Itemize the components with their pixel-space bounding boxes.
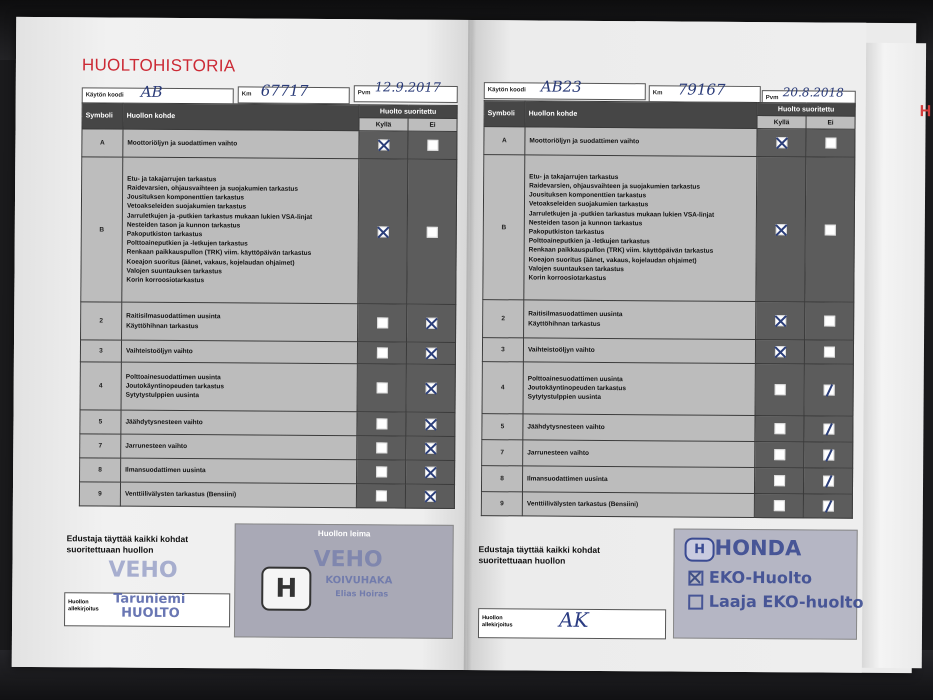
row-line: Nesteiden tason ja kunnon tarkastus <box>126 221 241 230</box>
right-km-value: 79167 <box>677 80 726 99</box>
checkbox-yes[interactable] <box>775 224 786 235</box>
row-line: Koeajon suoritus (äänet, vakaus, kojelaudan ohjaimet) <box>528 256 697 265</box>
checkbox-no[interactable] <box>823 424 834 435</box>
row-line: Polttoaineputkien ja -letkujen tarkastus <box>126 239 248 248</box>
col-symbol: Symboli <box>82 103 123 129</box>
row-no-cell <box>405 484 454 508</box>
left-table-header <box>82 103 457 119</box>
row-description <box>523 414 755 442</box>
table-row <box>80 340 455 365</box>
row-symbol: 2 <box>81 302 122 340</box>
row-symbol: 7 <box>482 440 523 466</box>
row-no-cell <box>406 364 455 412</box>
checkbox-no[interactable] <box>424 491 435 502</box>
checkbox-no[interactable] <box>823 450 834 461</box>
right-km-field[interactable] <box>649 80 761 103</box>
left-stamp-taruniemi: Taruniemi <box>113 591 186 608</box>
row-line: Raitisilmasuodattimen uusinta <box>126 312 221 321</box>
row-line: Ilmansuodattimen uusinta <box>125 466 206 475</box>
checkbox-yes[interactable] <box>774 384 785 395</box>
row-symbol: 3 <box>80 340 121 362</box>
right-date-label: Pvm <box>765 95 779 102</box>
row-symbol: 7 <box>80 434 121 458</box>
right-signature-box[interactable] <box>478 608 666 639</box>
right-code-value: AB23 <box>540 77 582 96</box>
row-no-cell <box>406 412 455 436</box>
checkbox-no[interactable] <box>427 140 438 151</box>
checkbox-yes[interactable] <box>377 226 388 237</box>
checkbox-no[interactable] <box>425 419 436 430</box>
row-line: Polttoainesuodattimen uusinta <box>527 375 623 383</box>
row-no-cell <box>804 364 853 416</box>
right-service-table <box>481 100 856 519</box>
right-stamp-eko: EKO-Huolto <box>688 568 812 588</box>
row-no-cell <box>803 494 852 518</box>
row-line: Joutokäyntinopeuden tarkastus <box>527 384 626 393</box>
row-line: Vaihteistoöljyn vaihto <box>125 347 193 355</box>
table-row <box>481 466 852 495</box>
row-symbol: 4 <box>80 362 121 410</box>
row-line: Pakoputkiston tarkastus <box>126 230 203 239</box>
right-note <box>478 544 600 567</box>
checkbox-no[interactable] <box>824 316 835 327</box>
row-yes-cell <box>755 340 804 364</box>
table-row <box>483 155 855 303</box>
table-row <box>481 492 852 519</box>
right-date-value: 20.8.2018 <box>782 85 844 100</box>
right-stamp-honda: HONDA <box>714 535 802 561</box>
row-symbol: 8 <box>80 458 121 482</box>
laaja-checkbox <box>688 595 703 610</box>
row-line: Käyttöhihnan tarkastus <box>126 322 199 330</box>
row-no-cell <box>407 159 457 304</box>
row-line: Jousituksen komponenttien tarkastus <box>529 191 647 200</box>
table-row <box>484 127 855 158</box>
row-symbol: 9 <box>481 492 522 516</box>
row-line: Jäähdytysnesteen vaihto <box>125 418 203 427</box>
row-description <box>122 302 358 342</box>
row-line: Moottoriöljyn ja suodattimen vaihto <box>127 139 238 148</box>
row-no-cell <box>805 157 855 302</box>
left-note-line-2: suoritettuaan huollon <box>66 544 154 555</box>
left-note <box>67 533 189 556</box>
row-line: Jarrunesteen vaihto <box>527 449 590 457</box>
right-code-label: Käytön koodi <box>487 87 526 94</box>
col-item: Huollon kohde <box>123 103 359 131</box>
table-row <box>482 362 853 417</box>
row-no-cell <box>804 340 853 364</box>
row-line: Renkaan paikkauspullon (TRK) viim. käyttöpäivän tarkastus <box>528 246 714 256</box>
right-stamp-area <box>673 528 864 639</box>
row-no-cell <box>408 131 457 159</box>
row-yes-cell <box>756 302 805 340</box>
checkbox-yes[interactable] <box>377 317 388 328</box>
left-stamp-area <box>234 523 454 639</box>
left-date-value: 12.9.2017 <box>374 80 442 96</box>
row-yes-cell <box>357 364 406 412</box>
row-symbol: 3 <box>482 338 523 362</box>
row-line: Jousituksen komponenttien tarkastus <box>126 193 245 202</box>
row-description <box>525 127 757 157</box>
col-no: Ei <box>806 116 855 129</box>
left-date-label: Pvm <box>357 90 371 97</box>
checkbox-yes[interactable] <box>376 442 387 453</box>
row-line: Raidevarsien, ohjausvaihteen ja suojakumien tarkastus <box>529 182 701 191</box>
row-symbol: 9 <box>79 482 120 506</box>
row-description <box>121 340 357 364</box>
left-code-value: AB <box>140 82 163 101</box>
checkbox-yes[interactable] <box>774 475 785 486</box>
row-line: Etu- ja takajarrujen tarkastus <box>127 175 217 184</box>
row-description <box>121 458 357 484</box>
row-no-cell <box>803 468 852 494</box>
col-no: Ei <box>408 118 457 131</box>
row-line: Jarruletkujen ja -putkien tarkastus mukaan lukien VSA-linjat <box>528 210 715 219</box>
row-yes-cell <box>754 468 803 494</box>
row-line: Joutokäyntinopeuden tarkastus <box>125 382 224 391</box>
right-table-header <box>484 101 855 117</box>
row-yes-cell <box>757 129 806 157</box>
row-symbol: A <box>484 127 525 155</box>
checkbox-no[interactable] <box>425 467 436 478</box>
checkbox-no[interactable] <box>823 385 834 396</box>
row-symbol: 5 <box>482 414 523 440</box>
row-line: Vetoakseleiden suojakumien tarkastus <box>126 203 247 211</box>
left-km-label: Km <box>241 91 252 98</box>
row-yes-cell <box>357 342 406 364</box>
row-description <box>524 300 756 340</box>
right-km-label: Km <box>652 90 663 97</box>
row-no-cell <box>804 416 853 442</box>
row-description <box>524 155 757 302</box>
checkbox-no[interactable] <box>824 224 835 235</box>
service-book <box>12 17 932 673</box>
row-line: Venttiilivälysten tarkastus (Bensiini) <box>124 490 237 499</box>
table-row <box>80 410 455 437</box>
checkbox-no[interactable] <box>425 443 436 454</box>
row-yes-cell <box>756 157 806 302</box>
left-stamp-veho-big: VEHO <box>108 557 178 584</box>
page-title: HUOLTOHISTORIA <box>81 55 236 76</box>
checkbox-no[interactable] <box>425 383 436 394</box>
row-line: Vetoakseleiden suojakumien tarkastus <box>528 200 649 209</box>
col-yes: Kyllä <box>359 118 408 131</box>
right-code-field[interactable] <box>484 77 646 100</box>
honda-logo-stamp: H <box>684 538 714 562</box>
row-line: Ilmansuodattimen uusinta <box>527 475 608 483</box>
row-yes-cell <box>356 484 405 508</box>
row-description <box>522 466 754 494</box>
row-line: Sytytystulppien uusinta <box>125 391 199 400</box>
row-yes-cell <box>359 131 408 159</box>
row-yes-cell <box>358 159 408 304</box>
left-stamp-title: Huollon leima <box>317 528 371 539</box>
table-row <box>82 129 457 160</box>
checkbox-yes[interactable] <box>774 346 785 357</box>
checkbox-yes[interactable] <box>776 137 787 148</box>
row-line: Korin korroosiotarkastus <box>126 276 205 285</box>
row-no-cell <box>406 460 455 484</box>
row-no-cell <box>806 129 855 157</box>
checkbox-no[interactable] <box>426 318 437 329</box>
table-row <box>81 302 456 343</box>
row-line: Vaihteistoöljyn vaihto <box>527 346 595 354</box>
col-done: Huolto suoritettu <box>757 103 855 117</box>
left-sig-label: Huollon allekirjoitus <box>68 599 99 613</box>
left-stamp-veho: VEHO <box>313 546 383 573</box>
row-line: Jarruletkujen ja -putkien tarkastus mukaan lukien VSA-linjat <box>126 212 313 221</box>
row-line: Korin korroosiotarkastus <box>528 274 607 283</box>
table-row <box>80 458 455 485</box>
row-yes-cell <box>357 460 406 484</box>
row-description <box>120 482 356 508</box>
row-yes-cell <box>754 494 803 518</box>
left-code-label: Käytön koodi <box>85 92 124 99</box>
row-line: Pakoputkiston tarkastus <box>528 228 605 236</box>
row-description <box>122 157 359 304</box>
left-service-table <box>79 102 458 509</box>
row-no-cell <box>804 442 853 468</box>
honda-logo: H <box>261 567 311 611</box>
checkbox-no[interactable] <box>823 476 834 487</box>
checkbox-yes[interactable] <box>376 347 387 358</box>
next-page-title: H <box>919 103 932 121</box>
row-line: Käyttöhihnan tarkastus <box>528 319 601 328</box>
checkbox-no[interactable] <box>823 347 834 358</box>
checkbox-yes[interactable] <box>775 315 786 326</box>
table-row <box>81 157 457 305</box>
row-line: Raitisilmasuodattimen uusinta <box>528 310 623 319</box>
checkbox-yes[interactable] <box>375 490 386 501</box>
row-line: Valojen suuntauksen tarkastus <box>528 265 624 273</box>
table-row <box>79 482 454 509</box>
col-yes: Kyllä <box>757 116 806 129</box>
row-symbol: B <box>81 157 123 302</box>
left-signature-box[interactable] <box>64 592 230 627</box>
table-row <box>482 338 853 365</box>
row-description <box>523 362 755 416</box>
left-stamp-person: Elias Hoiras <box>335 589 389 599</box>
table-row <box>483 300 854 341</box>
row-description <box>523 338 755 364</box>
checkbox-yes[interactable] <box>376 382 387 393</box>
col-symbol: Symboli <box>484 101 525 127</box>
row-symbol: B <box>483 155 525 300</box>
row-line: Jarrunesteen vaihto <box>125 442 188 450</box>
row-line: Polttoainesuodattimen uusinta <box>125 373 221 381</box>
row-line: Etu- ja takajarrujen tarkastus <box>529 173 619 181</box>
row-yes-cell <box>755 416 804 442</box>
table-row <box>482 440 853 469</box>
left-stamp-koivuhaka: KOIVUHAKA <box>325 575 393 587</box>
row-no-cell <box>406 342 455 364</box>
row-yes-cell <box>358 304 407 342</box>
checkbox-yes[interactable] <box>773 500 784 511</box>
left-stamp-huolto: HUOLTO <box>121 605 180 622</box>
left-date-field[interactable] <box>354 80 458 103</box>
row-no-cell <box>407 304 456 342</box>
row-line: Renkaan paikkauspullon (TRK) viim. käyttöpäivän tarkastus <box>126 249 312 258</box>
checkbox-no[interactable] <box>425 348 436 359</box>
right-sig-label: Huollon allekirjoitus <box>482 615 513 629</box>
right-note-line-2: suoritettuaan huollon <box>478 555 566 566</box>
row-line: Valojen suuntauksen tarkastus <box>126 267 222 276</box>
row-yes-cell <box>357 412 406 436</box>
eko-checkbox <box>688 571 703 586</box>
checkbox-no[interactable] <box>822 501 833 512</box>
table-row <box>80 362 455 413</box>
row-yes-cell <box>357 436 406 460</box>
row-line: Venttiilivälysten tarkastus (Bensiini) <box>526 500 639 509</box>
table-row <box>80 434 455 461</box>
left-km-value: 67717 <box>260 81 309 100</box>
right-note-line-1: Edustaja täyttää kaikki kohdat <box>478 544 601 555</box>
row-symbol: 4 <box>482 362 523 414</box>
row-symbol: 2 <box>483 300 524 338</box>
row-no-cell <box>805 302 854 340</box>
row-line: Nesteiden tason ja kunnon tarkastus <box>528 219 643 228</box>
checkbox-yes[interactable] <box>774 449 785 460</box>
row-yes-cell <box>755 364 804 416</box>
row-yes-cell <box>755 442 804 468</box>
row-description <box>121 434 357 460</box>
row-description <box>121 410 357 436</box>
row-no-cell <box>406 436 455 460</box>
row-description <box>121 362 357 412</box>
row-description <box>523 440 755 468</box>
left-km-field[interactable] <box>238 81 350 104</box>
row-line: Sytytystulppien uusinta <box>527 393 601 402</box>
row-symbol: A <box>82 129 123 157</box>
checkbox-yes[interactable] <box>378 139 389 150</box>
row-symbol: 5 <box>80 410 121 434</box>
row-symbol: 8 <box>481 466 522 492</box>
col-done: Huolto suoritettu <box>359 105 457 119</box>
row-description <box>123 129 359 159</box>
checkbox-yes[interactable] <box>774 423 785 434</box>
checkbox-yes[interactable] <box>376 418 387 429</box>
row-line: Raidevarsien, ohjausvaihteen ja suojakumien tarkastus <box>127 184 298 193</box>
row-line: Koeajon suoritus (äänet, vakaus, kojelaudan ohjaimet) <box>126 258 295 267</box>
right-signature: AK <box>559 607 589 632</box>
checkbox-no[interactable] <box>426 226 437 237</box>
col-item: Huollon kohde <box>525 101 757 129</box>
right-stamp-laaja: Laaja EKO-huolto <box>688 592 863 612</box>
checkbox-yes[interactable] <box>376 466 387 477</box>
row-line: Jäähdytysnesteen vaihto <box>527 423 605 431</box>
checkbox-no[interactable] <box>825 138 836 149</box>
next-page-edge <box>862 43 932 668</box>
left-note-line-1: Edustaja täyttää kaikki kohdat <box>66 533 189 545</box>
row-description <box>522 492 754 518</box>
row-line: Moottoriöljyn ja suodattimen vaihto <box>529 137 640 146</box>
row-line: Polttoaineputkien ja -letkujen tarkastus <box>528 237 650 246</box>
table-row <box>482 414 853 443</box>
